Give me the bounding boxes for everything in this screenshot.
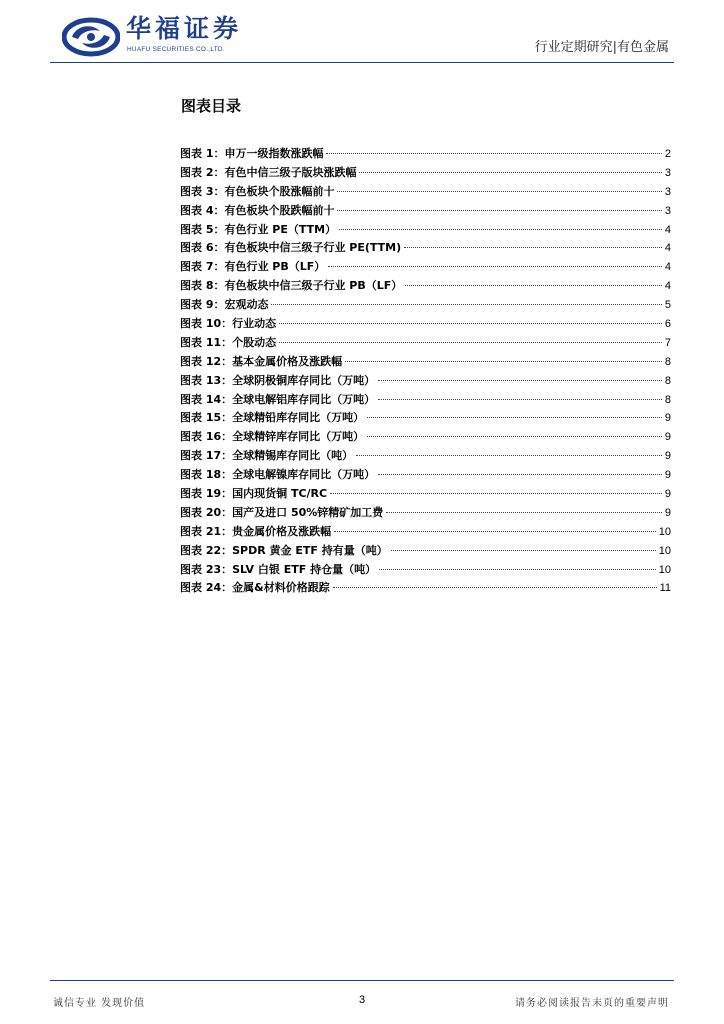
toc-entry[interactable] <box>180 447 671 466</box>
toc-entry-label: 图表 1：申万一级指数涨跌幅 <box>180 147 324 160</box>
toc-entry[interactable] <box>180 202 671 221</box>
toc-entry-page: 3 <box>664 166 671 179</box>
toc-entry[interactable] <box>180 277 671 296</box>
toc-entry[interactable] <box>180 504 671 523</box>
toc-entry-label: 图表 23：SLV 白银 ETF 持仓量（吨） <box>180 562 377 576</box>
toc-entry-page: 10 <box>658 544 671 557</box>
toc-entry-label: 图表 3：有色板块个股涨幅前十 <box>180 184 335 198</box>
toc-entry-page: 9 <box>664 469 671 482</box>
footer-slogan: 诚信专业 发现价值 <box>53 998 146 1009</box>
toc-entry-page: 4 <box>664 223 671 236</box>
toc-entry[interactable] <box>180 409 671 428</box>
toc-entry-page: 10 <box>658 563 671 576</box>
toc-dot-leader <box>333 587 657 588</box>
footer-divider <box>50 980 674 981</box>
toc-entry-page: 3 <box>664 204 671 217</box>
toc-dot-leader <box>328 266 662 267</box>
toc-dot-leader <box>271 304 661 305</box>
toc-dot-leader <box>379 569 656 570</box>
toc-entry-label: 图表 19：国内现货铜 TC/RC <box>180 487 328 501</box>
toc-entry[interactable] <box>180 164 671 183</box>
toc-entry-page: 4 <box>664 242 671 255</box>
toc-entry[interactable] <box>180 334 671 353</box>
toc-dot-leader <box>326 153 661 154</box>
header-divider <box>50 62 674 63</box>
toc-entry-page: 5 <box>664 299 671 312</box>
toc-dot-leader <box>378 399 662 400</box>
toc-entry[interactable] <box>180 579 671 598</box>
page-number: 3 <box>358 994 366 1006</box>
toc-entry[interactable] <box>180 296 671 315</box>
toc-entry-label: 图表 16：全球精锌库存同比（万吨） <box>180 430 365 444</box>
toc-dot-leader <box>279 323 662 324</box>
toc-dot-leader <box>337 191 661 192</box>
toc-dot-leader <box>405 285 662 286</box>
toc-entry-label: 图表 15：全球精铅库存同比（万吨） <box>180 411 365 425</box>
toc-entry-label: 图表 20：国产及进口 50%锌精矿加工费 <box>180 505 384 519</box>
toc-entry-label: 图表 24：金属&材料价格跟踪 <box>180 581 330 595</box>
page-header <box>0 0 724 64</box>
toc-entry-label: 图表 8：有色板块中信三级子行业 PB（LF） <box>180 279 403 293</box>
toc-dot-leader <box>386 512 662 513</box>
brand-name-en: HUAFU SECURITIES CO.,LTD. <box>127 46 225 53</box>
toc-entry-label: 图表 14：全球电解铝库存同比（万吨） <box>180 392 376 406</box>
toc-dot-leader <box>330 493 662 494</box>
toc-entry-label: 图表 5：有色行业 PE（TTM） <box>180 222 337 236</box>
toc-entry[interactable] <box>180 391 671 410</box>
toc-entry-page: 4 <box>664 261 671 274</box>
toc-entry-page: 11 <box>659 582 671 595</box>
toc-dot-leader <box>339 229 662 230</box>
toc-entry-page: 2 <box>664 148 671 160</box>
toc-list <box>180 145 671 598</box>
toc-entry-page: 9 <box>664 431 671 444</box>
toc-dot-leader <box>279 342 662 343</box>
toc-entry[interactable] <box>180 239 671 258</box>
toc-entry[interactable] <box>180 258 671 277</box>
toc-entry-label: 图表 12：基本金属价格及涨跌幅 <box>180 354 343 368</box>
toc-entry[interactable] <box>180 523 671 542</box>
toc-entry-label: 图表 2：有色中信三级子版块涨跌幅 <box>180 165 357 179</box>
toc-entry-page: 7 <box>664 336 671 349</box>
toc-dot-leader <box>367 417 662 418</box>
toc-entry-page: 9 <box>664 488 671 501</box>
toc-entry[interactable] <box>180 428 671 447</box>
toc-entry-page: 4 <box>664 280 671 293</box>
toc-entry-page: 3 <box>664 185 671 198</box>
toc-entry[interactable] <box>180 353 671 372</box>
toc-entry-label: 图表 22：SPDR 黄金 ETF 持有量（吨） <box>180 543 388 557</box>
toc-entry-page: 6 <box>664 318 671 331</box>
toc-entry[interactable] <box>180 485 671 504</box>
toc-dot-leader <box>367 436 662 437</box>
toc-entry-label: 图表 21：贵金属价格及涨跌幅 <box>180 524 332 538</box>
toc-dot-leader <box>378 474 662 475</box>
toc-entry-label: 图表 17：全球精锡库存同比（吨） <box>180 449 354 463</box>
toc-entry-page: 8 <box>664 355 671 368</box>
toc-dot-leader <box>391 550 656 551</box>
toc-entry[interactable] <box>180 145 671 164</box>
toc-entry-page: 8 <box>664 393 671 406</box>
brand-name-cn: 华福证券 <box>126 14 243 43</box>
toc-entry-page: 10 <box>658 525 671 538</box>
toc-entry-label: 图表 9：宏观动态 <box>180 298 269 312</box>
toc-entry[interactable] <box>180 372 671 391</box>
toc-entry-page: 9 <box>664 412 671 425</box>
toc-dot-leader <box>345 361 662 362</box>
toc-entry-label: 图表 10：行业动态 <box>180 317 277 331</box>
toc-entry-label: 图表 7：有色行业 PB（LF） <box>180 260 326 274</box>
toc-dot-leader <box>334 531 656 532</box>
toc-entry-page: 8 <box>664 374 671 387</box>
toc-dot-leader <box>337 210 661 211</box>
toc-entry-label: 图表 18：全球电解镍库存同比（万吨） <box>180 468 376 482</box>
toc-entry-label: 图表 6：有色板块中信三级子行业 PE(TTM) <box>180 241 402 255</box>
footer-disclaimer-note: 请务必阅读报告末页的重要声明 <box>515 998 669 1009</box>
toc-dot-leader <box>404 247 662 248</box>
toc-dot-leader <box>359 172 661 173</box>
toc-entry[interactable] <box>180 315 671 334</box>
toc-entry[interactable] <box>180 542 671 561</box>
toc-dot-leader <box>356 455 662 456</box>
toc-entry[interactable] <box>180 466 671 485</box>
toc-entry[interactable] <box>180 561 671 580</box>
toc-entry[interactable] <box>180 221 671 240</box>
report-section-label: 行业定期研究|有色金属 <box>534 40 669 55</box>
toc-entry-label: 图表 4：有色板块个股跌幅前十 <box>180 203 335 217</box>
toc-entry-page: 9 <box>664 506 671 519</box>
toc-entry[interactable] <box>180 183 671 202</box>
huafu-logo-icon <box>62 17 120 57</box>
toc-entry-page: 9 <box>664 450 671 463</box>
toc-entry-label: 图表 11：个股动态 <box>180 335 277 349</box>
toc-dot-leader <box>378 380 662 381</box>
toc-entry-label: 图表 13：全球阴极铜库存同比（万吨） <box>180 373 376 387</box>
toc-title: 图表目录 <box>181 97 242 115</box>
